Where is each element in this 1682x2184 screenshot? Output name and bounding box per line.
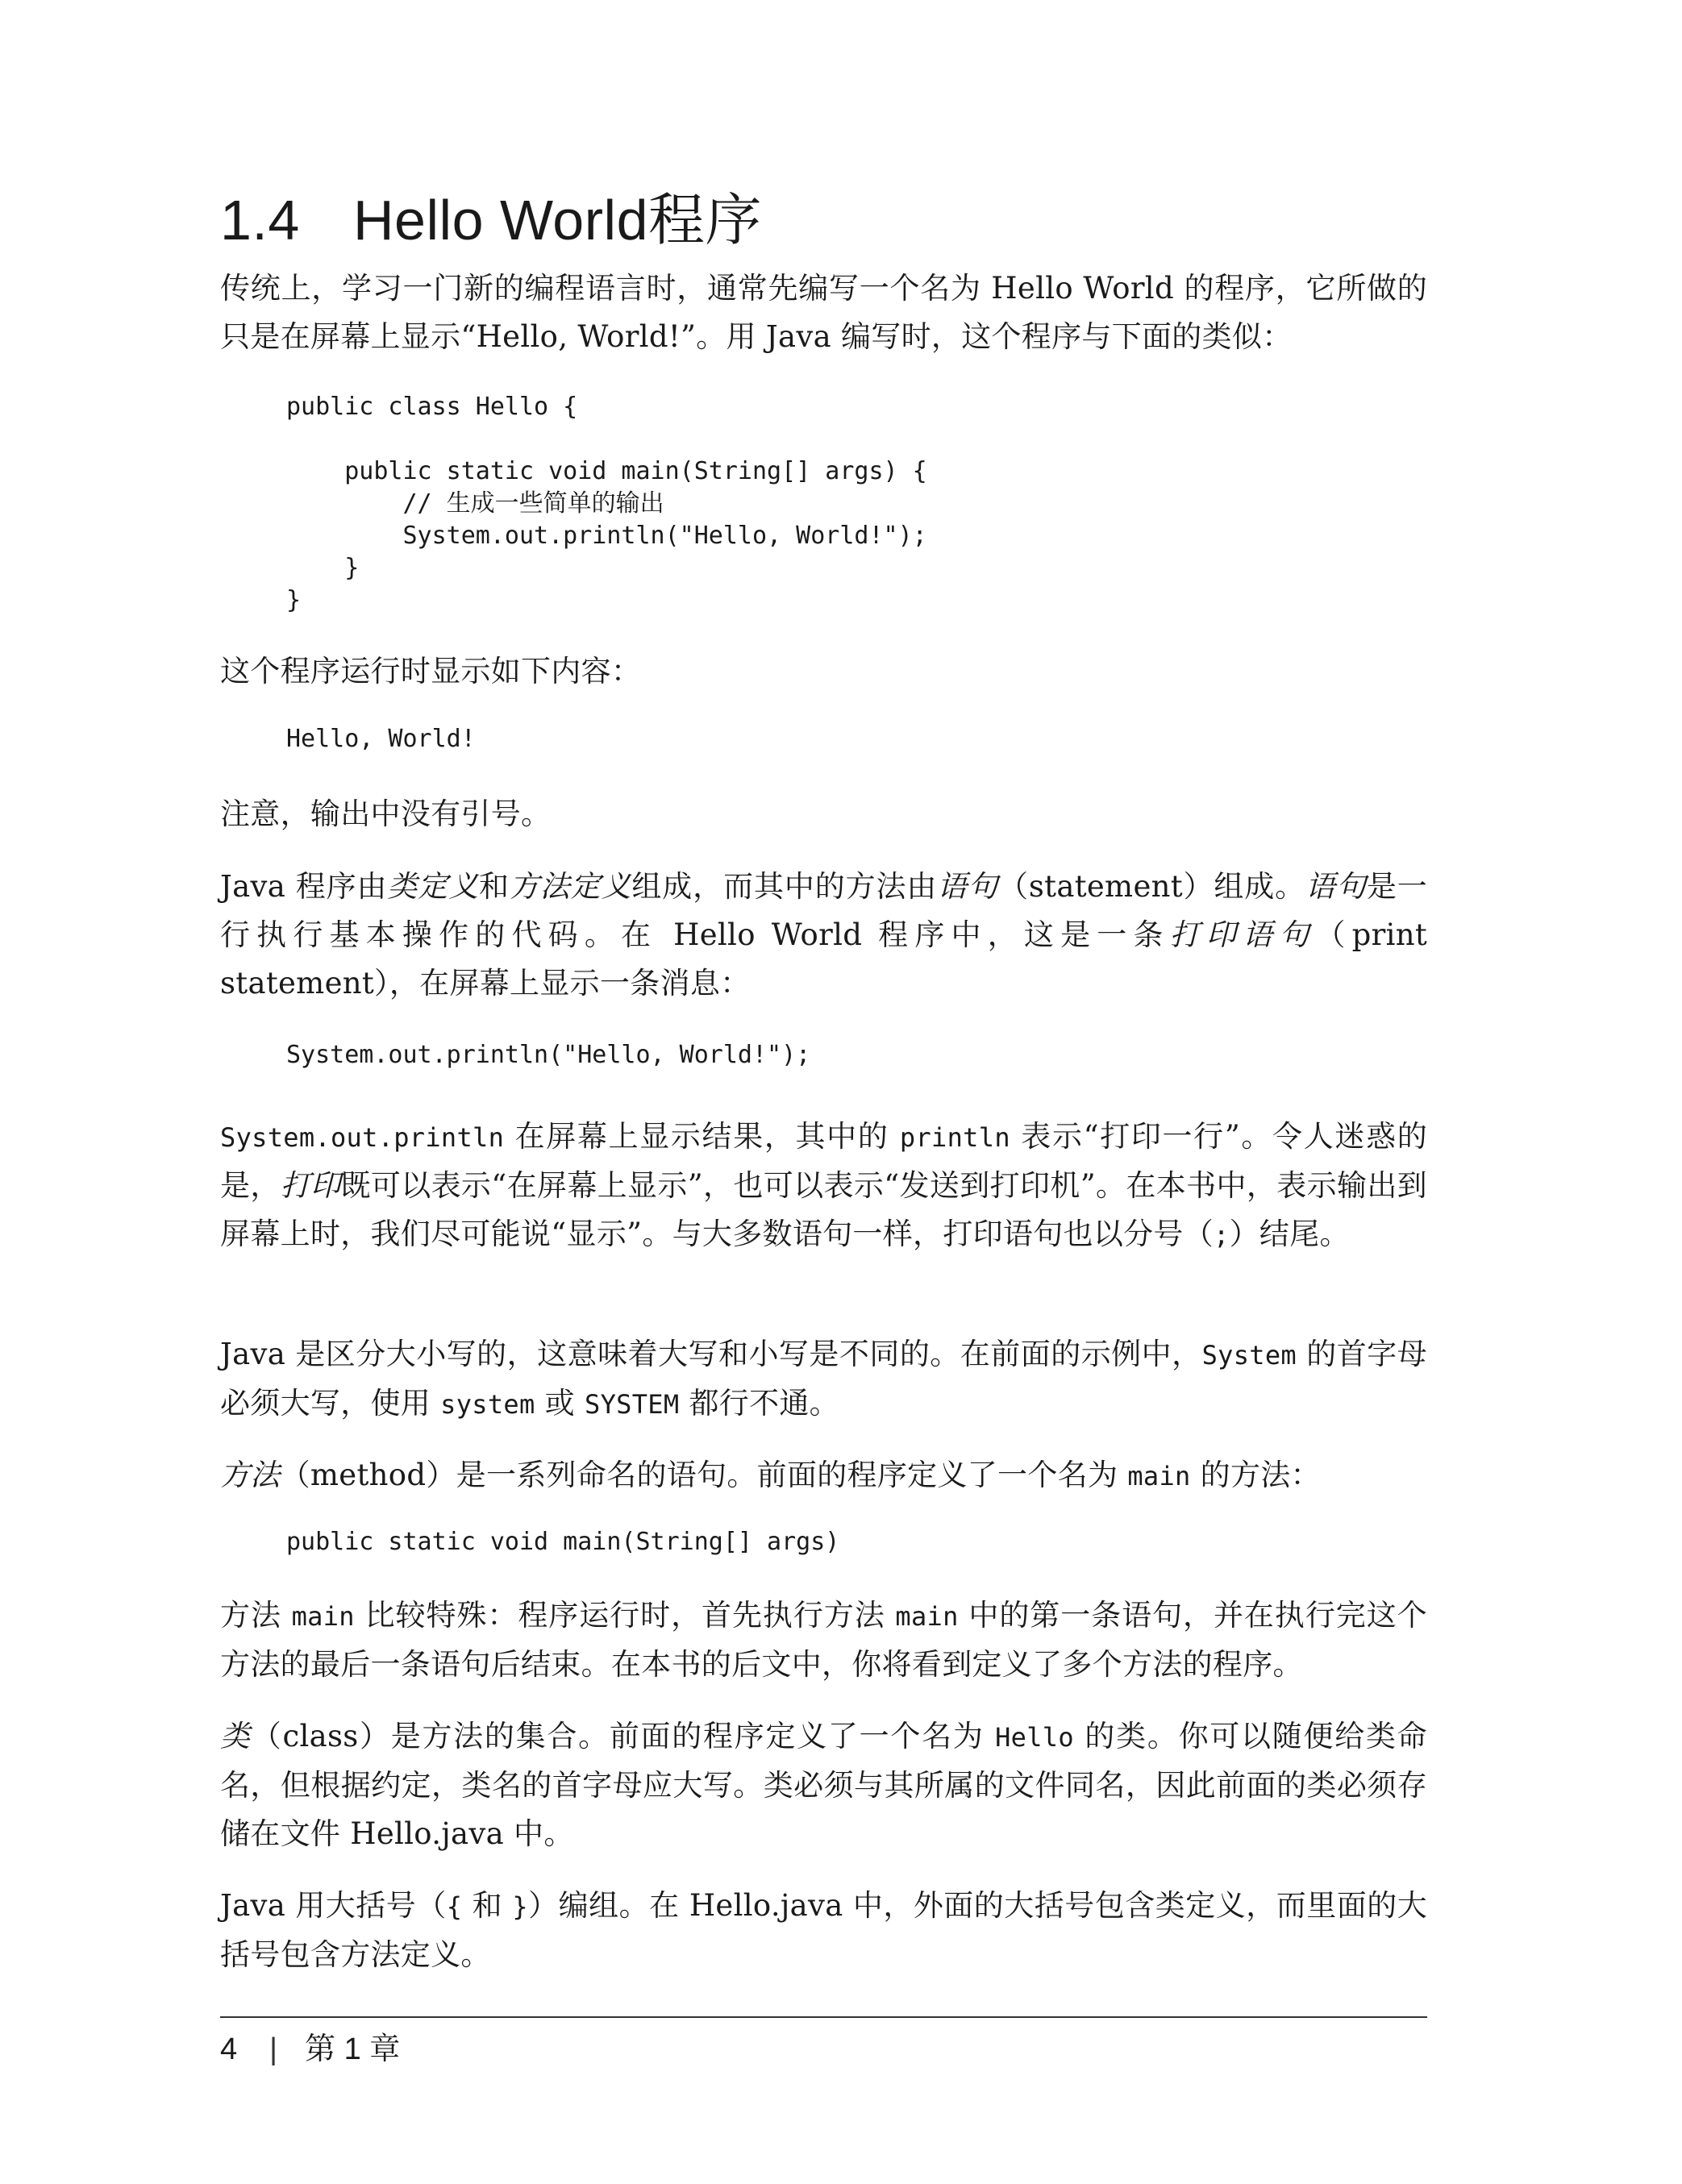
term-method-def: 方法定义 <box>509 869 632 904</box>
inline-code: System.out.println <box>220 1122 505 1153</box>
code-block-hello-class: public class Hello { public static void main(String[] args) { // 生成一些简单的输出 System.out.println("Hello, World!"); } } <box>286 393 927 614</box>
paragraph-case-sensitive: Java 是区分大小写的，这意味着大写和小写是不同的。在前面的示例中，System 的首字母必须大写，使用 system 或 SYSTEM 都行不通。 <box>220 1337 1427 1421</box>
section-title: Hello World程序 <box>353 189 762 252</box>
chapter-label: 第 1 章 <box>305 2032 401 2066</box>
inline-code: } <box>512 1891 528 1922</box>
paragraph-statements: Java 程序由类定义和方法定义组成，而其中的方法由语句（statement）组成。语句是一行执行基本操作的代码。在 Hello World 程序中，这是一条打印语句（print statement），在屏幕上显示一条消息： <box>220 869 1427 1000</box>
paragraph-method: 方法（method）是一系列命名的语句。前面的程序定义了一个名为 main 的方法： <box>220 1458 1321 1492</box>
term-print-statement: 打印语句 <box>1169 917 1316 952</box>
term-print: 打印 <box>280 1168 341 1203</box>
paragraph-println: System.out.println 在屏幕上显示结果，其中的 println 表示“打印一行”。令人迷惑的是，打印既可以表示“在屏幕上显示”，也可以表示“发送到打印机”。在本书中，表示输出到屏幕上时，我们尽可能说“显示”。与大多数语句一样，打印语句也以分号（;）结尾。 <box>220 1119 1427 1251</box>
inline-code: main <box>291 1601 355 1632</box>
inline-code: main <box>895 1601 959 1632</box>
inline-code: main <box>1127 1461 1191 1491</box>
term-statement: 语句 <box>937 869 998 904</box>
paragraph-class: 类（class）是方法的集合。前面的程序定义了一个名为 Hello 的类。你可以随便给类命名，但根据约定，类名的首字母应大写。类必须与其所属的文件同名，因此前面的类必须存储在文件 Hello.java 中。 <box>220 1719 1427 1851</box>
paragraph-no-quotes: 注意，输出中没有引号。 <box>220 797 552 831</box>
term-statement-2: 语句 <box>1305 869 1367 904</box>
inline-code: Hello <box>995 1722 1074 1753</box>
term-class: 类 <box>220 1719 252 1753</box>
paragraph-intro: 传统上，学习一门新的编程语言时，通常先编写一个名为 Hello World 的程序，它所做的只是在屏幕上显示“Hello, World!”。用 Java 编写时，这个程序与下面的类似： <box>220 271 1427 354</box>
code-block-println: System.out.println("Hello, World!"); <box>286 1041 811 1069</box>
inline-code: ; <box>1214 1220 1230 1250</box>
term-class-def: 类定义 <box>387 869 479 904</box>
code-block-output: Hello, World! <box>286 725 476 753</box>
inline-code: { <box>446 1891 463 1922</box>
footer-separator: | <box>269 2032 278 2066</box>
section-number: 1.4 <box>220 189 300 252</box>
page-footer <box>220 2029 400 2070</box>
section-heading <box>220 184 762 256</box>
paragraph-braces: Java 用大括号（{ 和 }）编组。在 Hello.java 中，外面的大括号包含类定义，而里面的大括号包含方法定义。 <box>220 1888 1427 1972</box>
term-method: 方法 <box>220 1458 281 1492</box>
inline-code: SYSTEM <box>585 1389 680 1420</box>
paragraph-output-intro: 这个程序运行时显示如下内容： <box>220 654 642 688</box>
code-block-main-signature: public static void main(String[] args) <box>286 1528 840 1556</box>
page-number: 4 <box>220 2032 238 2066</box>
inline-code: println <box>899 1122 1010 1153</box>
footer-rule <box>220 2016 1427 2018</box>
paragraph-main: 方法 main 比较特殊：程序运行时，首先执行方法 main 中的第一条语句，并在执行完这个方法的最后一条语句后结束。在本书的后文中，你将看到定义了多个方法的程序。 <box>220 1598 1427 1682</box>
inline-code: System <box>1201 1340 1297 1371</box>
inline-code: system <box>440 1389 535 1420</box>
